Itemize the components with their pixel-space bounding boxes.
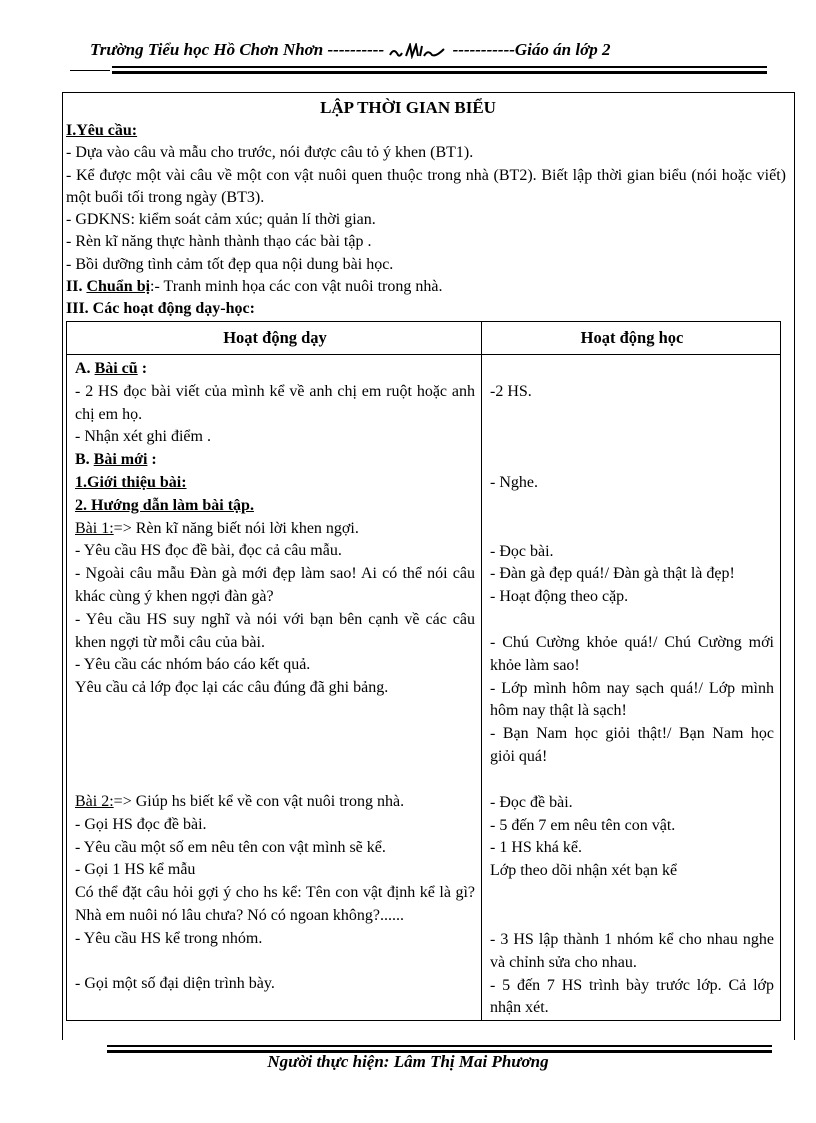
exercise-1-title	[75, 518, 475, 541]
spacer	[75, 700, 475, 791]
requirement-item: - Kể được một vài câu về một con vật nuôi quen thuộc trong nhà (BT2). Biết lập thời gian biểu (nói hoặc viết) một buổi tối trong ngày (BT3).	[66, 166, 786, 206]
teacher-step: - Nhận xét ghi điểm .	[75, 428, 211, 446]
preparation-text: :- Tranh minh họa các con vật nuôi trong nhà.	[150, 278, 443, 296]
teacher-step: - Gọi một số đại diện trình bày.	[75, 974, 275, 992]
old-lesson-heading	[75, 358, 475, 381]
heading-suffix: :	[147, 451, 157, 469]
student-step: -2 HS.	[490, 383, 532, 400]
header-divider-short	[70, 70, 110, 71]
header-divider-thick	[112, 71, 767, 74]
lesson-title: LẬP THỜI GIAN BIỂU	[320, 98, 496, 117]
requirements-heading: I.Yêu cầu:	[66, 122, 138, 139]
spacer	[490, 495, 774, 541]
teacher-step: - Yêu cầu HS kể trong nhóm.	[75, 929, 263, 947]
heading-prefix: B.	[75, 451, 94, 469]
requirement-item: - Rèn kĩ năng thực hành thành thạo các bài tập .	[66, 233, 372, 251]
student-step: - Đọc bài.	[490, 542, 554, 560]
teacher-step: - Gọi HS đọc đề bài.	[75, 815, 207, 833]
student-step: - Đọc đề bài.	[490, 793, 573, 811]
preparation-prefix: II.	[66, 278, 87, 296]
teacher-step: Có thể đặt câu hỏi gợi ý cho hs kể: Tên con vật định kể là gì? Nhà em nuôi nó lâu chưa? Nó có ngoan không?......	[75, 884, 475, 924]
student-step: - Nghe.	[490, 473, 538, 491]
student-step: - Lớp mình hôm nay sạch quá!/ Lớp mình hôm nay thật là sạch!	[490, 679, 774, 720]
student-step: - 5 đến 7 HS trình bày trước lớp. Cả lớp nhận xét.	[490, 976, 774, 1017]
teacher-step: - Yêu cầu HS suy nghĩ và nói với bạn bên cạnh về các câu khen ngợi từ mỗi câu của bài.	[75, 610, 475, 651]
exercise-label: Bài 2:	[75, 792, 114, 810]
footer-divider	[107, 1045, 772, 1047]
requirement-item: - GDKNS: kiểm soát cảm xúc; quản lí thời gian.	[66, 211, 376, 229]
signature-logo-icon	[388, 43, 448, 59]
student-step: - Đàn gà đẹp quá!/ Đàn gà thật là đẹp!	[490, 565, 735, 583]
teacher-step: - Yêu cầu các nhóm báo cáo kết quả.	[75, 656, 311, 674]
student-step: - 3 HS lập thành 1 nhóm kể cho nhau nghe và chỉnh sửa cho nhau.	[490, 930, 774, 971]
page-footer: Người thực hiện: Lâm Thị Mai Phương	[267, 1052, 549, 1071]
student-step: - 5 đến 7 em nêu tên con vật.	[490, 816, 676, 834]
student-step: Lớp theo dõi nhận xét bạn kể	[490, 862, 678, 880]
student-step: - Chú Cường khỏe quá!/ Chú Cường mới khỏe làm sao!	[490, 633, 774, 674]
teacher-step: - Ngoài câu mẫu Đàn gà mới đẹp làm sao! Ai có thể nói câu khác cùng ý khen ngợi đàn gà?	[75, 565, 475, 605]
student-step: - 1 HS khá kể.	[490, 839, 582, 857]
heading-text: Bài cũ	[94, 360, 138, 377]
exercise-label: Bài 1:	[75, 519, 114, 537]
exercise-2-title	[75, 791, 475, 814]
intro-heading: 1.Giới thiệu bài:	[75, 473, 187, 491]
table-row	[67, 355, 781, 1021]
header-left: Trường Tiểu học Hồ Chơn Nhơn ----------	[90, 40, 389, 59]
teacher-step: Yêu cầu cả lớp đọc lại các câu đúng đã ghi bảng.	[75, 679, 389, 697]
header-divider	[112, 66, 767, 68]
requirement-item: - Dựa vào câu và mẫu cho trước, nói được câu tỏ ý khen (BT1).	[66, 144, 474, 162]
teacher-step: - Yêu cầu HS đọc đề bài, đọc cả câu mẫu.	[75, 542, 342, 560]
preparation-heading: Chuẩn bị	[86, 278, 151, 296]
heading-prefix: A.	[75, 360, 95, 377]
lesson-intro	[66, 120, 786, 321]
heading-text: Bài mới	[93, 451, 148, 469]
guide-heading: 2. Hướng dẫn làm bài tập.	[75, 496, 254, 514]
table-header-row	[67, 322, 781, 355]
preparation-line	[66, 276, 786, 298]
new-lesson-heading	[75, 449, 475, 472]
spacer	[490, 883, 774, 929]
spacer	[75, 951, 475, 973]
activities-table	[66, 321, 781, 1021]
teacher-activities-cell	[67, 355, 482, 1021]
spacer	[490, 609, 774, 632]
student-column-header: Hoạt động học	[482, 322, 781, 355]
requirement-item: - Bồi dưỡng tình cảm tốt đẹp qua nội dung bài học.	[66, 255, 394, 273]
exercise-goal: => Rèn kĩ năng biết nói lời khen ngợi.	[113, 519, 359, 537]
student-step: - Hoạt động theo cặp.	[490, 588, 629, 606]
activities-heading: III. Các hoạt động dạy-học:	[66, 300, 255, 318]
exercise-goal: => Giúp hs biết kể về con vật nuôi trong nhà.	[113, 792, 405, 810]
teacher-step: - Yêu cầu một số em nêu tên con vật mình sẽ kể.	[75, 838, 386, 856]
spacer	[490, 358, 774, 381]
heading-suffix: :	[137, 360, 148, 377]
header-right: -----------Giáo án lớp 2	[452, 40, 611, 59]
teacher-step: - 2 HS đọc bài viết của mình kể về anh chị em ruột hoặc anh chị em họ.	[75, 382, 475, 423]
spacer	[490, 404, 774, 472]
teacher-column-header: Hoạt động dạy	[67, 322, 482, 355]
spacer	[75, 995, 475, 1019]
page-header	[90, 40, 790, 60]
spacer	[490, 769, 774, 792]
student-activities-cell	[482, 355, 781, 1021]
teacher-step: - Gọi 1 HS kể mẫu	[75, 861, 196, 879]
student-step: - Bạn Nam học giỏi thật!/ Bạn Nam học giỏi quá!	[490, 725, 774, 765]
